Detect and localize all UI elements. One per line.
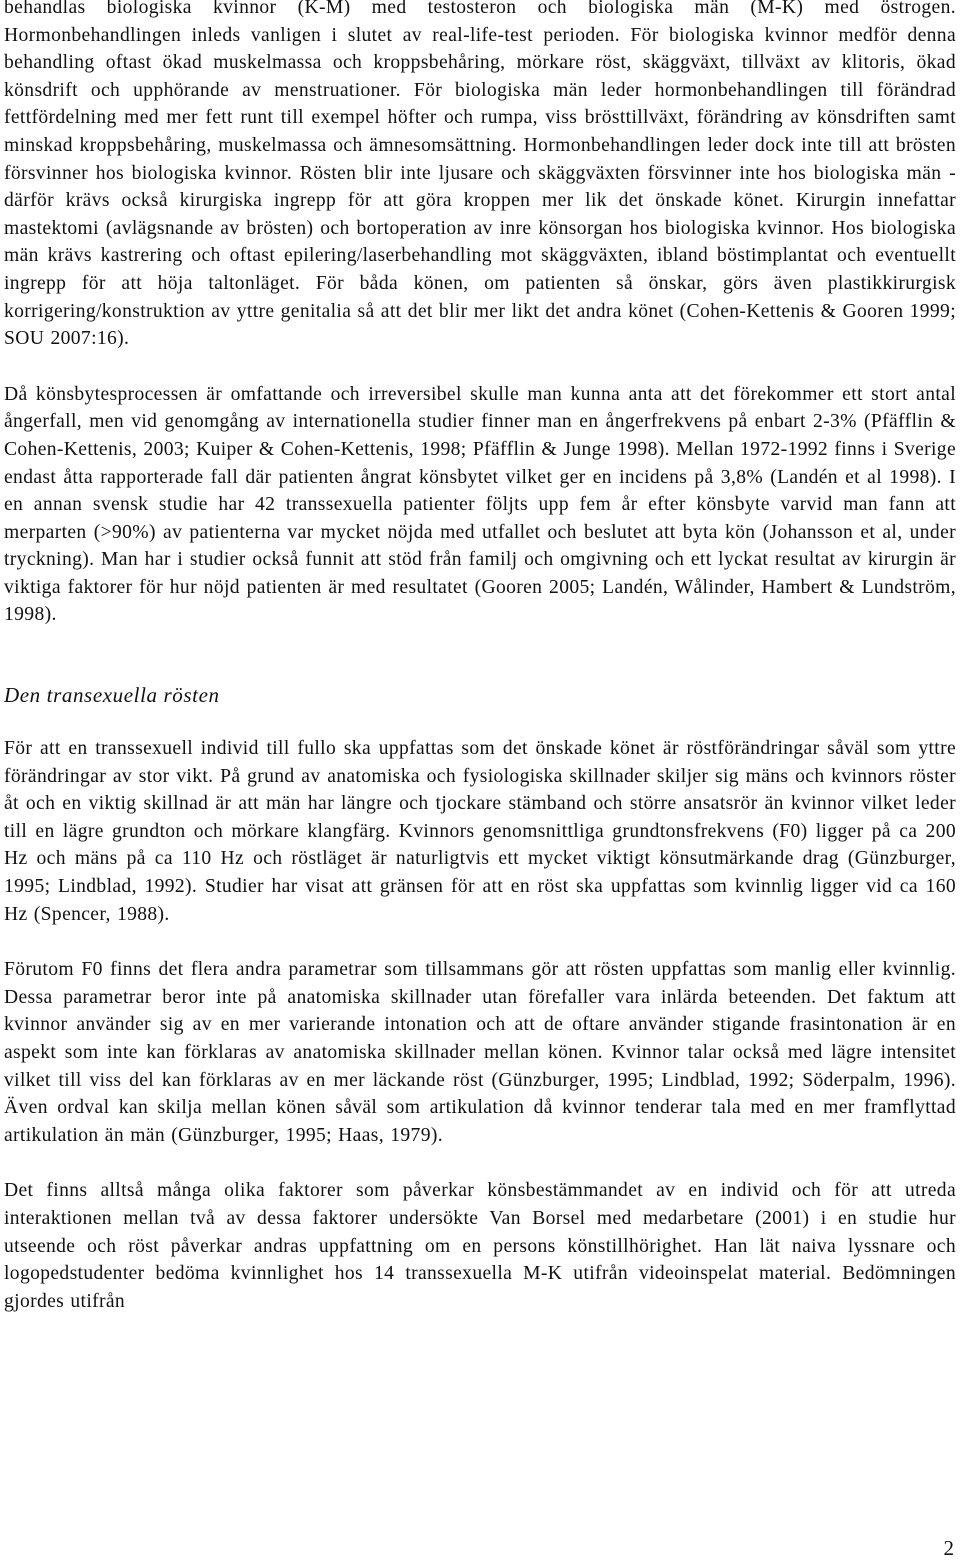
- body-paragraph: Det finns alltså många olika faktorer som påverkar könsbestämmandet av en individ och för att utreda interaktionen mellan två av dessa faktorer undersökte Van Borsel med medarbetare (2001) i en studie hur utseende och röst påverkar andras uppfattning om en persons könstillhörighet. Han lät naiva lyssnare och logopedstudenter bedöma kvinnlighet hos 14 transsexuella M-K utifrån videoinspelat material. Bedömningen gjordes utifrån: [4, 1180, 956, 1312]
- document-page: [4, 0, 956, 1315]
- body-paragraph: För att en transsexuell individ till fullo ska uppfattas som det önskade könet är röstförändringar såväl som yttre förändringar av stor vikt. På grund av anatomiska och fysiologiska skillnader skiljer sig mäns och kvinnors röster åt och en viktig skillnad är att män har längre och tjockare stämband och större ansatsrör än kvinnor vilket leder till en lägre grundton och mörkare klangfärg. Kvinnors genomsnittliga grundtonsfrekvens (F0) ligger på ca 200 Hz och mäns på ca 110 Hz och röstläget är naturligtvis ett mycket viktigt könsutmärkande drag (Günzburger, 1995; Lindblad, 1992). Studier har visat att gränsen för att en röst ska uppfattas som kvinnlig ligger vid ca 160 Hz (Spencer, 1988).: [4, 738, 956, 925]
- body-paragraph: Då könsbytesprocessen är omfattande och irreversibel skulle man kunna anta att det förekommer ett stort antal ångerfall, men vid genomgång av internationella studier finner man en ångerfrekvens på enbart 2-3% (Pfäfflin & Cohen-Kettenis, 2003; Kuiper & Cohen-Kettenis, 1998; Pfäfflin & Junge 1998). Mellan 1972-1992 finns i Sverige endast åtta rapporterade fall där patienten ångrat könsbytet vilket ger en incidens på 3,8% (Landén et al 1998). I en annan svensk studie har 42 transsexuella patienter följts upp fem år efter könsbyte varvid man fann att merparten (>90%) av patienterna var mycket nöjda med utfallet och beslutet att byta kön (Johansson et al, under tryckning). Man har i studier också funnit att stöd från familj och omgivning och ett lyckat resultat av kirurgin är viktiga faktorer för hur nöjd patienten är med resultatet (Gooren 2005; Landén, Wålinder, Hambert & Lundström, 1998).: [4, 383, 956, 626]
- section-heading: Den transexuella rösten: [4, 683, 220, 708]
- body-paragraph: Förutom F0 finns det flera andra parametrar som tillsammans gör att rösten uppfattas som manlig eller kvinnlig. Dessa parametrar beror inte på anatomiska skillnader utan förefaller vara inlärda beteenden. Det faktum att kvinnor använder sig av en mer varierande intonation och att de oftare använder stigande frasintonation är en aspekt som inte kan förklaras av anatomiska skillnader mellan könen. Kvinnor talar också med lägre intensitet vilket till viss del kan förklaras av en mer läckande röst (Günzburger, 1995; Lindblad, 1992; Söderpalm, 1996). Även ordval kan skilja mellan könen såväl som artikulation då kvinnor tenderar tala med en mer framflyttad artikulation än män (Günzburger, 1995; Haas, 1979).: [4, 959, 956, 1146]
- body-paragraph: behandlas biologiska kvinnor (K-M) med testosteron och biologiska män (M-K) med östrogen. Hormonbehandlingen inleds vanligen i slutet av real-life-test perioden. För biologiska kvinnor medför denna behandling oftast ökad muskelmassa och kroppsbehåring, mörkare röst, skäggväxt, tillväxt av klitoris, ökad könsdrift och upphörande av menstruationer. För biologiska män leder hormonbehandlingen till förändrad fettfördelning med mer fett runt till exempel höfter och rumpa, viss brösttillväxt, förändring av könsdriften samt minskad kroppsbehåring, muskelmassa och ämnesomsättning. Hormonbehandlingen leder dock inte till att brösten försvinner hos biologiska kvinnor. Rösten blir inte ljusare och skäggväxten försvinner inte hos biologiska män - därför krävs också kirurgiska ingrepp för att göra kroppen mer lik det önskade könet. Kirurgin innefattar mastektomi (avlägsnande av brösten) och bortoperation av inre könsorgan hos biologiska kvinnor. Hos biologiska män krävs kastrering och oftast epilering/laserbehandling mot skäggväxten, ibland böstimplantat och eventuellt ingrepp för att höja taltonläget. För båda könen, om patienten så önskar, görs även plastikkirurgisk korrigering/konstruktion av yttre genitalia så att det blir mer likt det andra könet (Cohen-Kettenis & Gooren 1999; SOU 2007:16).: [4, 0, 956, 350]
- page-number: 2: [943, 1536, 954, 1560]
